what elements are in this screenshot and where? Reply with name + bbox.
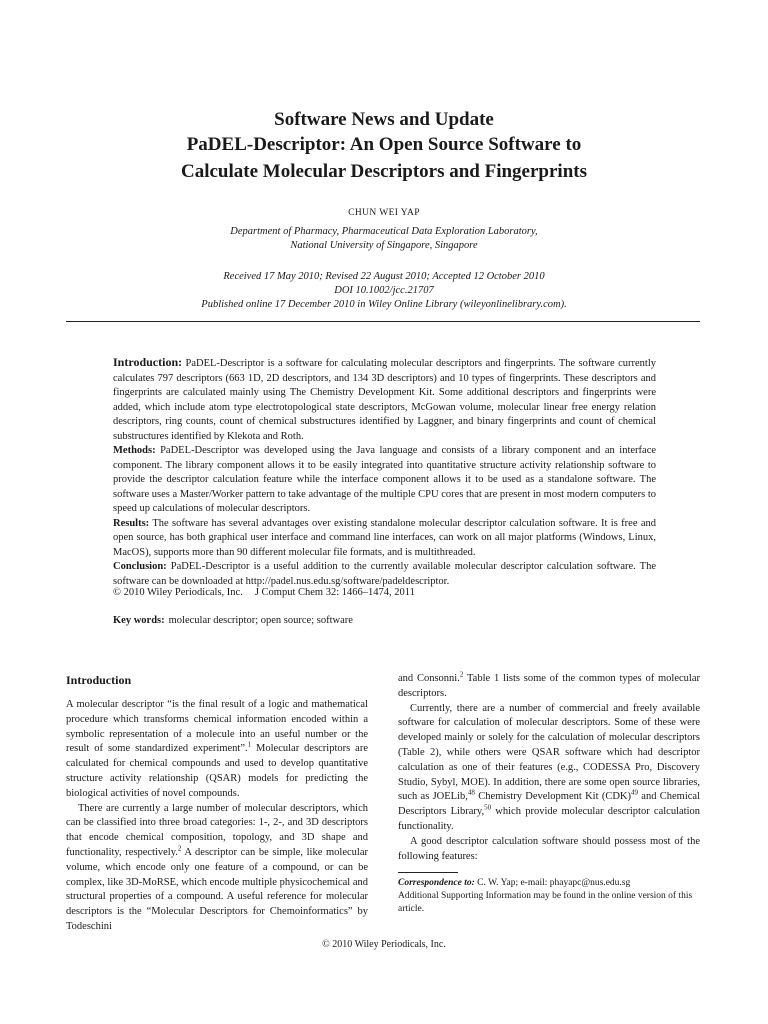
abstract-label: Conclusion:: [113, 561, 167, 572]
abstract: [113, 355, 656, 589]
keywords-text: molecular descriptor; open source; software: [168, 615, 353, 626]
title-line: Calculate Molecular Descriptors and Fingerprints: [181, 161, 587, 182]
footnote-divider: [398, 872, 458, 873]
abstract-label: Results:: [113, 517, 150, 529]
journal-citation: J Comput Chem 32: 1466–1474, 2011: [254, 587, 415, 598]
correspondence-text: C. W. Yap; e-mail: phayapc@nus.edu.sg: [474, 878, 631, 888]
paragraph: A good descriptor calculation software should possess most of the following features:: [398, 835, 700, 862]
reference-marker: 2: [459, 670, 464, 679]
paragraph: [66, 802, 368, 935]
abstract-introduction: [113, 355, 656, 444]
text-run: A descriptor can be simple, like molecular volume, which encode only one feature of a compound, or can be complex, like 3D-MoRSE, which encode multiple physicochemical and structural properties of a compound. A useful reference for molecular descriptors is the “Molecular Descriptors for Chemoinformatics” by Todeschini: [66, 846, 368, 932]
keywords: [113, 615, 656, 626]
text-run: Table 1 lists some of the common types of molecular descriptors.: [398, 673, 700, 699]
abstract-label: Methods:: [113, 445, 156, 456]
footnote: [398, 877, 700, 916]
text-run: Molecular descriptors are calculated for chemical compounds and used to develop quantitative structure activity relationship (QSAR) models for predicting the biological activities of novel compounds.: [66, 743, 368, 799]
publication-dates: [0, 270, 768, 312]
paragraph: [398, 702, 700, 835]
abstract-results: [113, 517, 656, 561]
copyright: © 2010 Wiley Periodicals, Inc.: [113, 587, 243, 598]
correspondence-label: Correspondence to:: [398, 878, 475, 888]
reference-marker: 50: [484, 803, 492, 812]
text-run: There are currently a large number of molecular descriptors, which can be classified into three broad categories: 1-, 2-, and 3D descriptors that encode chemical composition, topology, and 3D shape and functionality, respectively.: [66, 802, 368, 858]
affiliation-line: National University of Singapore, Singapore: [290, 240, 478, 251]
text-run: A molecular descriptor “is the final result of a logic and mathematical procedure which transforms chemical information encoded within a symbolic representation of a molecule into an useful number or the result of some standardized experiment”.: [66, 699, 368, 755]
paragraph: [398, 672, 700, 702]
reference-marker: 48: [467, 788, 475, 797]
copyright-citation: [113, 587, 656, 598]
reference-marker: 2: [177, 844, 182, 853]
text-run: and Chemical Descriptors Library,: [398, 791, 700, 818]
correspondence: [398, 877, 700, 890]
reference-marker: 1: [247, 740, 252, 749]
header-divider: [66, 321, 700, 322]
page-footer: © 2010 Wiley Periodicals, Inc.: [322, 939, 446, 950]
doi: DOI 10.1002/jcc.21707: [334, 285, 434, 296]
abstract-text: The software has several advantages over existing standalone molecular descriptor calculation software. It is free and open source, has both graphical user interface and command line interfaces, can work on all major platforms (Windows, Linux, MacOS), supports more than 90 different molecular file formats, and is multithreaded.: [113, 517, 656, 558]
keywords-label: Key words:: [113, 615, 165, 626]
text-run: Chemistry Development Kit (CDK): [474, 791, 631, 803]
body-column-left: [66, 672, 368, 935]
section-label: Software News and Update: [274, 109, 494, 130]
affiliation-line: Department of Pharmacy, Pharmaceutical Data Exploration Laboratory,: [230, 226, 538, 237]
text-run: Currently, there are a number of commercial and freely available software for calculation of molecular descriptors. Some of these were developed mainly or solely for the calculation of molecular descriptors (Table 2), while others were QSAR software which had descriptor calculation as one of their features (e.g., CODESSA Pro, Discovery Studio, Sybyl, MOE). In addition, there are some open source libraries, such as JOELib,: [398, 702, 700, 803]
received-dates: Received 17 May 2010; Revised 22 August 2010; Accepted 12 October 2010: [223, 271, 545, 282]
abstract-conclusion: [113, 560, 656, 589]
supporting-info-note: Additional Supporting Information may be found in the online version of this article.: [398, 891, 693, 914]
author-name: CHUN WEI YAP: [348, 208, 420, 218]
text-run: and Consonni.: [398, 673, 460, 684]
section-heading: Introduction: [66, 673, 132, 687]
title-line: PaDEL-Descriptor: An Open Source Software to: [186, 134, 582, 155]
abstract-methods: [113, 444, 656, 517]
body-column-right: [398, 672, 700, 864]
abstract-label: Introduction:: [113, 355, 183, 369]
reference-marker: 49: [630, 788, 638, 797]
author-affiliation: [0, 225, 768, 253]
abstract-text: PaDEL-Descriptor is a useful addition to the currently available molecular descriptor calculation software. The software can be downloaded at http://padel.nus.edu.sg/software/padeldescriptor.: [113, 561, 657, 587]
abstract-text: PaDEL-Descriptor is a software for calculating molecular descriptors and fingerprints. The software currently calculates 797 descriptors (663 1D, 2D descriptors, and 134 3D descriptors) and 10 types of fingerprints. These descriptors and fingerprints are calculated mainly using The Chemistry Development Kit. Some additional descriptors and fingerprints were added, which include atom type electrotopological state descriptors, McGowan volume, molecular linear free energy relation descriptors, ring counts, count of chemical substructures identified by Laggner, and binary fingerprints and count of chemical substructures identified by Klekota and Roth.: [113, 358, 656, 442]
abstract-text: PaDEL-Descriptor was developed using the Java language and consists of a library component and an interface component. The library component allows it to be easily integrated into quantitative structure activity relationship software to provide the descriptor calculation feature while the interface component allows it to be used as a standalone software. The software uses a Master/Worker pattern to take advantage of the multiple CPU cores that are present in most modern computers to speed up calculations of molecular descriptors.: [113, 445, 657, 514]
paragraph: [66, 698, 368, 802]
published-online: Published online 17 December 2010 in Wiley Online Library (wileyonlinelibrary.com).: [201, 299, 567, 310]
article-title: [0, 131, 768, 185]
text-run: which provide molecular descriptor calculation functionality.: [398, 806, 700, 832]
